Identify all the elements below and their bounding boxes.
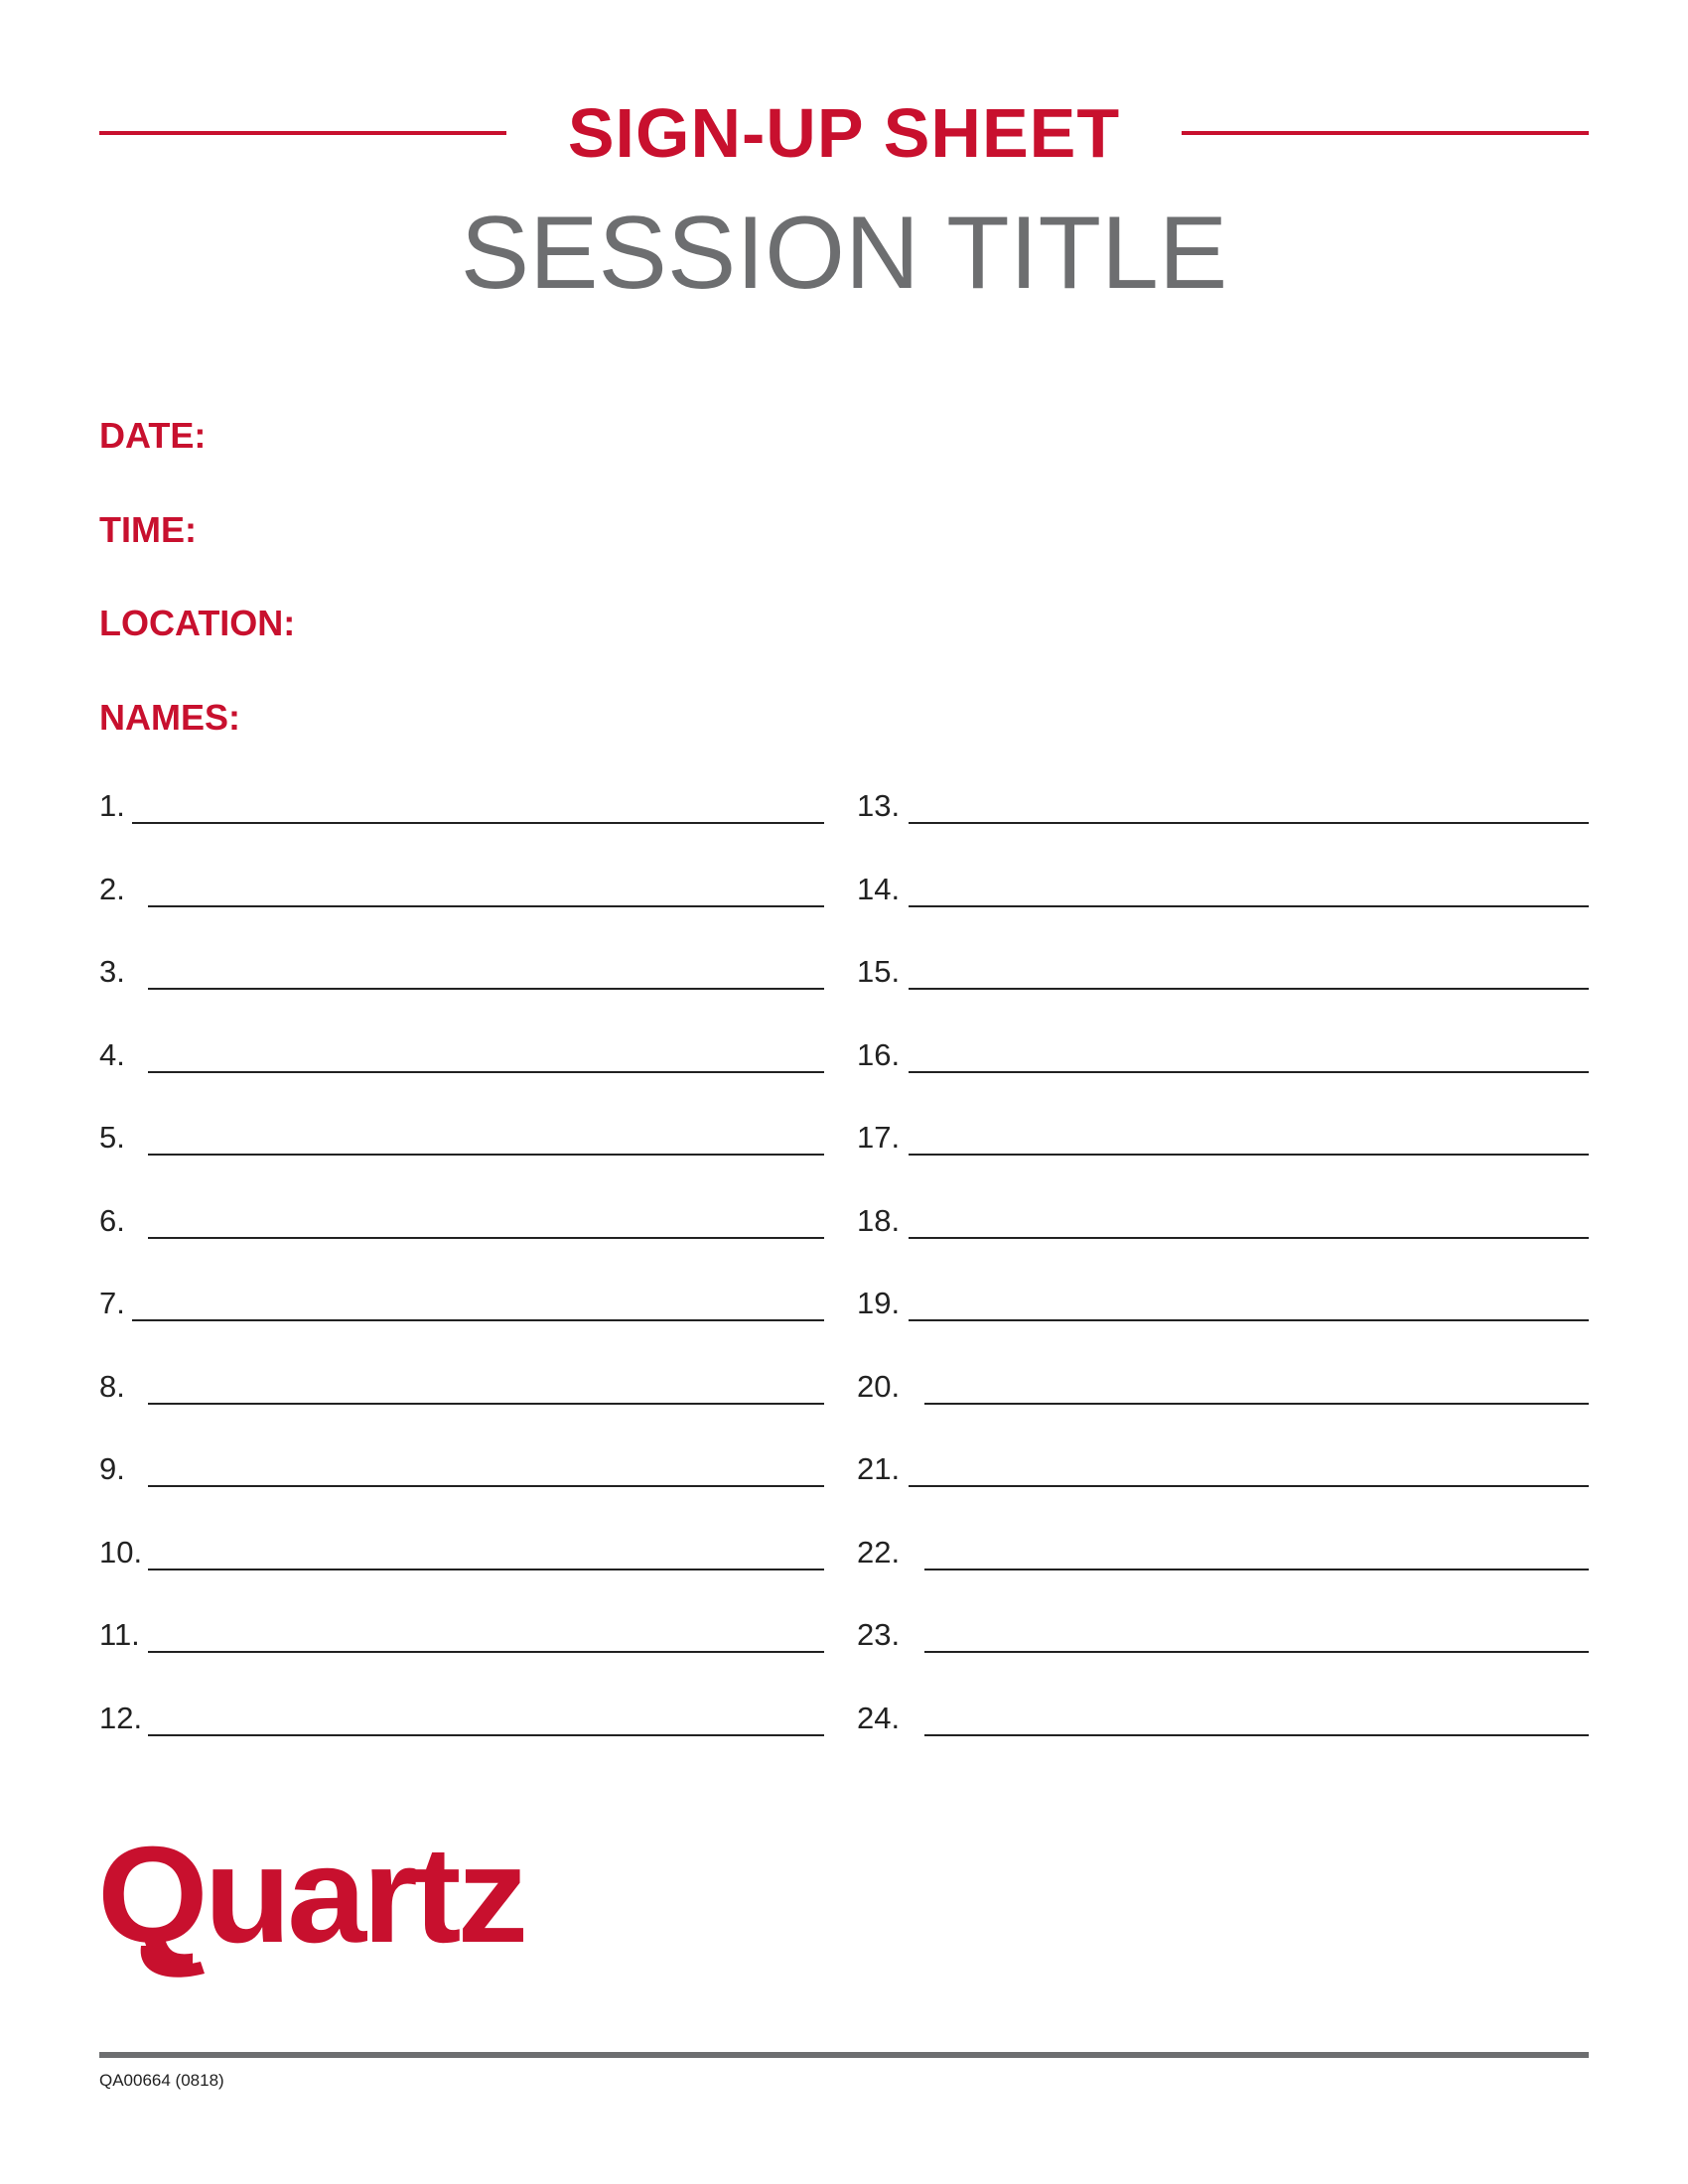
name-entry-number: 22.: [857, 1535, 901, 1570]
name-entry-line[interactable]: [909, 1237, 1589, 1239]
quartz-logo-text: Quartz: [97, 1825, 524, 1972]
name-entry-row: [857, 1286, 1589, 1329]
quartz-logo: [97, 1825, 534, 1993]
name-entry-row: [99, 1451, 824, 1495]
name-entry-line[interactable]: [148, 988, 824, 990]
name-entry-line[interactable]: [148, 1569, 824, 1570]
header-rule-right: [1182, 131, 1589, 135]
header-rule-left: [99, 131, 506, 135]
name-entry-number: 21.: [857, 1451, 901, 1486]
name-entry-number: 18.: [857, 1203, 901, 1238]
name-entry-line[interactable]: [924, 1734, 1589, 1736]
name-entry-line[interactable]: [148, 1403, 824, 1405]
name-entry-line[interactable]: [148, 1734, 824, 1736]
name-entry-line[interactable]: [909, 822, 1589, 824]
name-entry-number: 13.: [857, 788, 901, 823]
name-entry-row: [857, 1451, 1589, 1495]
name-entry-row: [857, 1120, 1589, 1163]
session-title: SESSION TITLE: [460, 196, 1228, 311]
name-entry-number: 14.: [857, 872, 901, 906]
name-entry-number: 20.: [857, 1369, 901, 1404]
name-entry-number: 15.: [857, 954, 901, 989]
name-entry-number: 5.: [99, 1120, 125, 1155]
name-entry-line[interactable]: [132, 1319, 824, 1321]
name-entry-row: [857, 1037, 1589, 1081]
name-entry-number: 17.: [857, 1120, 901, 1155]
name-entry-line[interactable]: [148, 1651, 824, 1653]
name-entry-number: 4.: [99, 1037, 125, 1072]
time-label: TIME:: [99, 509, 197, 550]
name-entry-line[interactable]: [148, 1071, 824, 1073]
name-entry-row: [99, 872, 824, 915]
name-entry-line[interactable]: [909, 988, 1589, 990]
name-entry-row: [857, 954, 1589, 998]
name-entry-number: 8.: [99, 1369, 125, 1404]
name-entry-row: [857, 1535, 1589, 1578]
name-entry-line[interactable]: [148, 905, 824, 907]
name-entry-row: [857, 1203, 1589, 1247]
name-entry-row: [857, 788, 1589, 832]
name-entry-row: [857, 872, 1589, 915]
name-entry-number: 9.: [99, 1451, 125, 1486]
name-entry-number: 6.: [99, 1203, 125, 1238]
name-entry-line[interactable]: [909, 1071, 1589, 1073]
name-entry-line[interactable]: [148, 1485, 824, 1487]
name-entry-number: 7.: [99, 1286, 125, 1320]
name-entry-number: 24.: [857, 1701, 901, 1735]
name-entry-line[interactable]: [909, 1154, 1589, 1156]
name-entry-row: [857, 1369, 1589, 1413]
name-entry-line[interactable]: [924, 1403, 1589, 1405]
location-label: LOCATION:: [99, 603, 296, 643]
name-entry-row: [99, 1120, 824, 1163]
date-label: DATE:: [99, 415, 207, 456]
name-entry-number: 11.: [99, 1617, 140, 1652]
footer-rule: [99, 2052, 1589, 2058]
name-entry-line[interactable]: [909, 905, 1589, 907]
name-entry-line[interactable]: [924, 1651, 1589, 1653]
name-entry-number: 23.: [857, 1617, 901, 1652]
name-entry-row: [99, 1037, 824, 1081]
names-label: NAMES:: [99, 697, 240, 738]
name-entry-row: [857, 1701, 1589, 1744]
document-code: QA00664 (0818): [99, 2071, 224, 2090]
name-entry-number: 16.: [857, 1037, 901, 1072]
name-entry-line[interactable]: [909, 1485, 1589, 1487]
name-entry-line[interactable]: [148, 1154, 824, 1156]
name-entry-row: [99, 1286, 824, 1329]
name-entry-row: [99, 954, 824, 998]
name-entry-row: [99, 1203, 824, 1247]
name-entry-row: [99, 1701, 824, 1744]
name-entry-number: 12.: [99, 1701, 143, 1735]
name-entry-row: [99, 1617, 824, 1661]
name-entry-line[interactable]: [148, 1237, 824, 1239]
name-entry-line[interactable]: [132, 822, 824, 824]
name-entry-row: [857, 1617, 1589, 1661]
name-entry-number: 1.: [99, 788, 125, 823]
name-entry-line[interactable]: [924, 1569, 1589, 1570]
name-entry-number: 19.: [857, 1286, 901, 1320]
name-entry-row: [99, 1369, 824, 1413]
name-entry-row: [99, 788, 824, 832]
name-entry-line[interactable]: [909, 1319, 1589, 1321]
name-entry-number: 2.: [99, 872, 125, 906]
sheet-title: SIGN-UP SHEET: [567, 94, 1121, 172]
name-entry-number: 10.: [99, 1535, 143, 1570]
name-entry-row: [99, 1535, 824, 1578]
name-entry-number: 3.: [99, 954, 125, 989]
